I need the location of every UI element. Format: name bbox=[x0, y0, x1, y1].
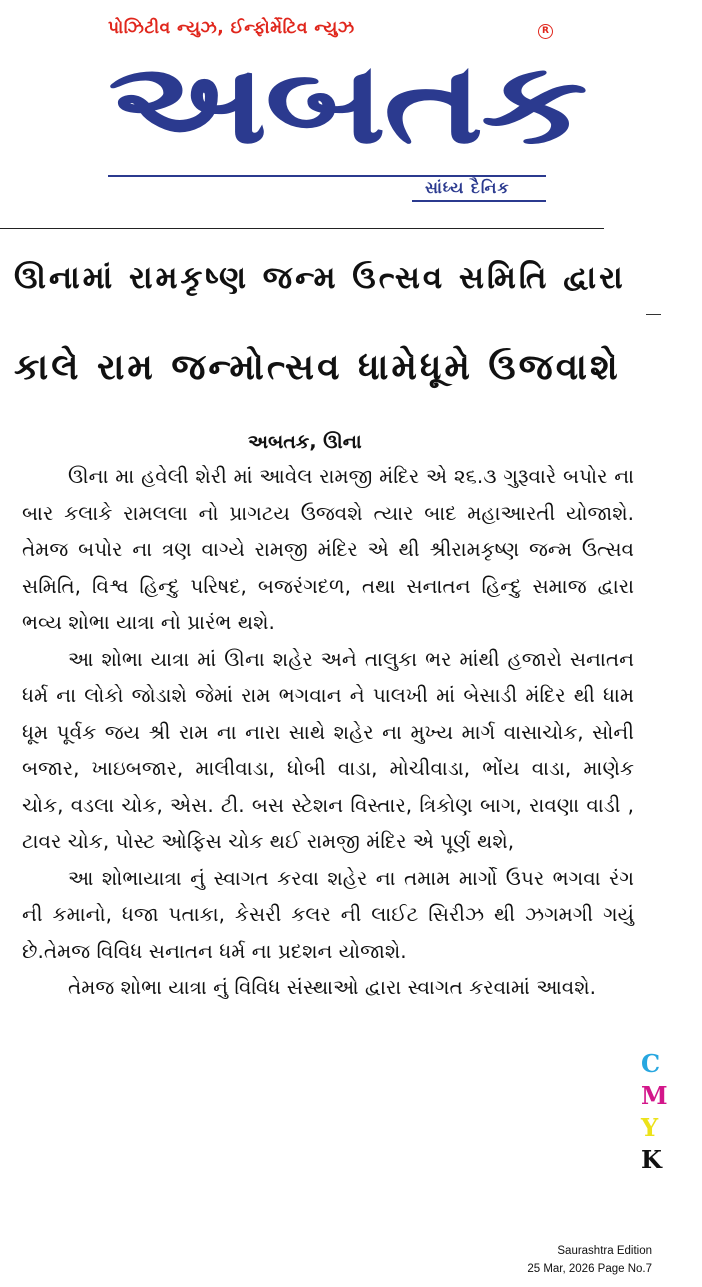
date-page-label: 25 Mar, 2026 Page No.7 bbox=[527, 1263, 652, 1275]
cmyk-registration-marks bbox=[641, 1048, 668, 1176]
headline-line-1: ઊનામાં રામકૃષ્ણ જન્મ ઉત્સવ સમિતિ દ્વારા bbox=[14, 260, 626, 296]
article-byline: અબતક, ઊના bbox=[248, 431, 362, 453]
edition-label: Saurashtra Edition bbox=[557, 1245, 652, 1257]
registered-mark-icon: R bbox=[538, 24, 553, 39]
article-paragraph: તેમજ શોભા યાત્રા નું વિવિધ સંસ્થાઓ દ્વારા સ્વાગત કરવામાં આવશે. bbox=[68, 975, 596, 999]
header-divider bbox=[0, 228, 604, 229]
article-body bbox=[22, 458, 634, 1006]
article-paragraph: ઊના મા હવેલી શેરી માં આવેલ રામજી મંદિર એ ૨૬.૩ ગુરૂવારે બપોર ના બાર કલાકે રામલલા નો પ્રાગટય ઉજવશે ત્યાર બાદ મહાઆરતી યોજાશે. તેમજ બપોર ના ત્રણ વાગ્યે રામજી મંદિર એ થી શ્રીરામકૃષ્ણ જન્મ ઉત્સવ સમિતિ, વિશ્વ હિન્દુ પરિષદ, બજરંગદળ, તથા સનાતન હિન્દુ સમાજ દ્વારા ભવ્ય શોભા યાત્રા નો પ્રારંભ થશે. bbox=[22, 464, 634, 634]
cmyk-cyan: C bbox=[641, 1049, 661, 1078]
masthead-subtitle: સાંધ્ય દૈનિક bbox=[425, 178, 510, 197]
newspaper-logo: અબતક bbox=[108, 39, 586, 169]
headline-line-2: કાલે રામ જન્મોત્સવ ધામેધૂમે ઉજવાશે bbox=[14, 347, 621, 388]
masthead-tagline: પોઝિટીવ ન્યુઝ, ઈન્ફોર્મેટિવ ન્યુઝ bbox=[108, 18, 355, 38]
page-footer bbox=[527, 1242, 652, 1278]
article-paragraph: આ શોભાયાત્રા નું સ્વાગત કરવા શહેર ના તમામ માર્ગો ઉપર ભગવા રંગ ની કમાનો, ધજા પતાકા, કેસરી કલર ની લાઈટ સિરીઝ થી ઝગમગી ગયું છે.તેમજ વિવિધ સનાતન ધર્મ ના પ્રદશન યોજાશે. bbox=[22, 865, 634, 963]
masthead bbox=[0, 0, 661, 232]
cmyk-black: K bbox=[641, 1145, 662, 1174]
cmyk-yellow: Y bbox=[641, 1113, 659, 1142]
subtitle-underline bbox=[412, 200, 546, 202]
article-paragraph: આ શોભા યાત્રા માં ઊના શહેર અને તાલુકા ભર માંથી હજારો સનાતન ધર્મ ના લોકો જોડાશે જેમાં રામ ભગવાન ને પાલખી માં બેસાડી મંદિર થી ધામ ધૂમ પૂર્વક જય શ્રી રામ ના નારા સાથે શહેર ના મુખ્ય માર્ગ વાસાચોક, સોની બજાર, ખાઇબજાર, માલીવાડા, ધોબી વાડા, મોચીવાડા, ભોંય વાડા, માણેક ચોક, વડલા ચોક, એસ. ટી. બસ સ્ટેશન વિસ્તાર, ત્રિકોણ બાગ, રાવણા વાડી , ટાવર ચોક, પોસ્ટ ઓફિસ ચોક થઈ રામજી મંદિર એ પૂર્ણ થશે, bbox=[22, 646, 634, 853]
column-marker bbox=[646, 314, 661, 315]
logo-underline bbox=[108, 175, 546, 177]
cmyk-magenta: M bbox=[641, 1081, 668, 1110]
